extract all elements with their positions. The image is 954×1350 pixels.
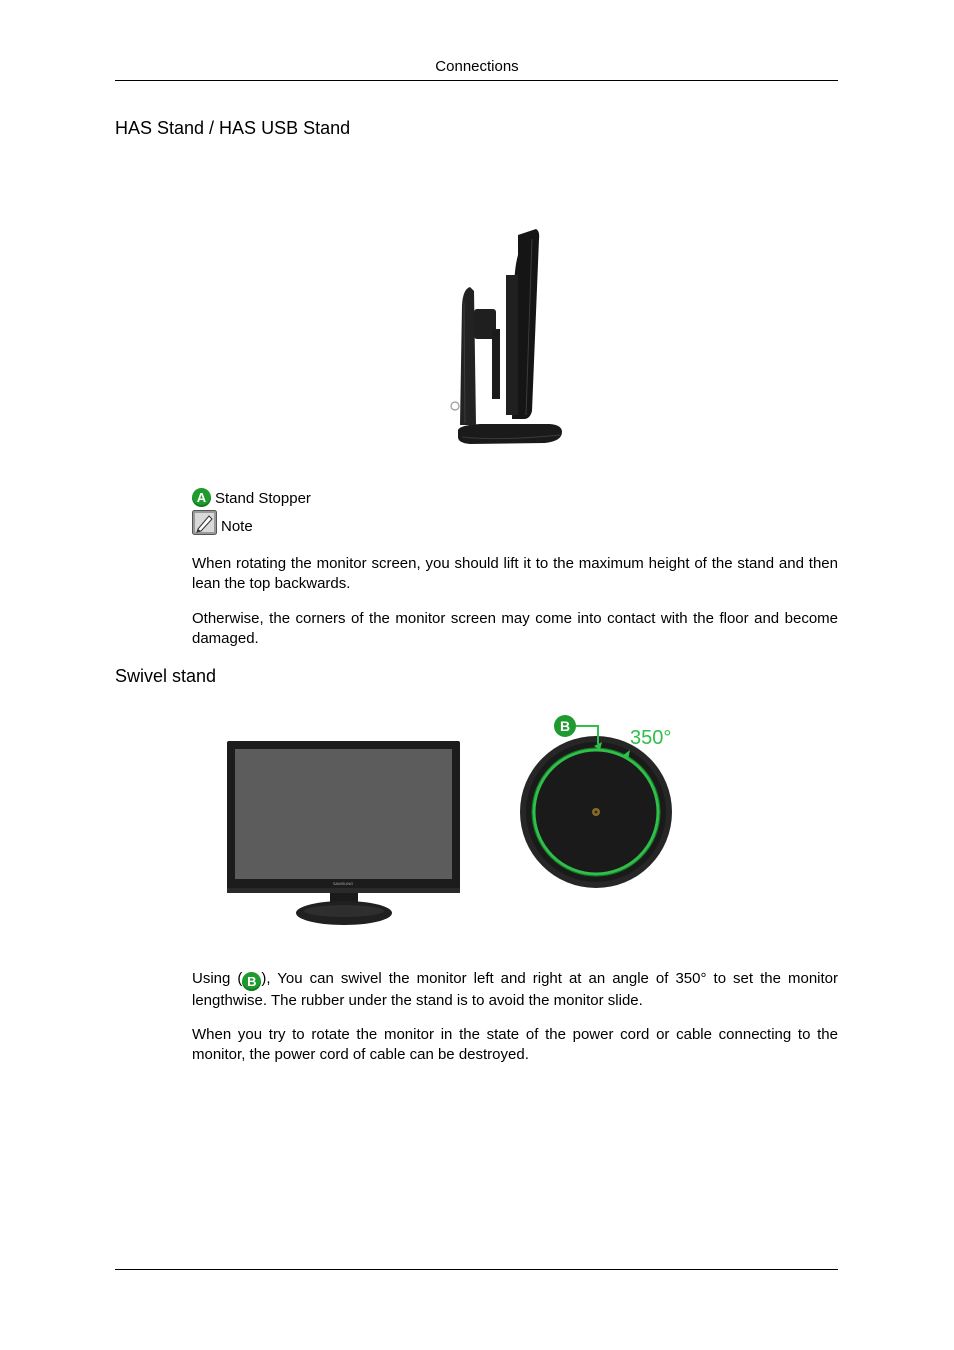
note-icon <box>192 510 217 535</box>
header-rule <box>115 80 838 81</box>
para-text: ), You can swivel the monitor left and right at an angle of 350° to set the monitor lengthwise. The rubber under the stand is to avoid the monitor slide. <box>192 970 838 1009</box>
paragraph-swivel-usage <box>192 969 838 1011</box>
para-text: Using ( <box>192 970 243 987</box>
page-header-title: Connections <box>435 58 519 75</box>
section-heading-swivel-stand: Swivel stand <box>115 666 217 686</box>
badge-b-icon: B <box>559 718 571 734</box>
swivel-base-illustration <box>518 712 678 892</box>
badge-a-icon: A <box>192 488 211 507</box>
section-heading-has-stand: HAS Stand / HAS USB Stand <box>115 118 351 138</box>
note-label: Note <box>221 518 253 535</box>
monitor-front-view-illustration <box>226 740 462 928</box>
badge-b-inline-icon: B <box>242 972 261 991</box>
paragraph: When rotating the monitor screen, you should lift it to the maximum height of the stand and then lean the top backwards. <box>192 555 838 592</box>
footer-rule <box>115 1269 838 1270</box>
paragraph: When you try to rotate the monitor in the state of the power cord or cable connecting to the monitor, the power cord of cable can be destroyed. <box>192 1026 838 1063</box>
note-row <box>192 510 253 535</box>
legend-label: Stand Stopper <box>215 490 311 507</box>
angle-label: 350° <box>630 727 672 749</box>
brand-logo: SAMSUNG <box>332 881 354 886</box>
legend-stand-stopper <box>192 487 311 507</box>
monitor-side-view-illustration <box>440 225 570 450</box>
paragraph: Otherwise, the corners of the monitor screen may come into contact with the floor and become damaged. <box>192 610 838 647</box>
